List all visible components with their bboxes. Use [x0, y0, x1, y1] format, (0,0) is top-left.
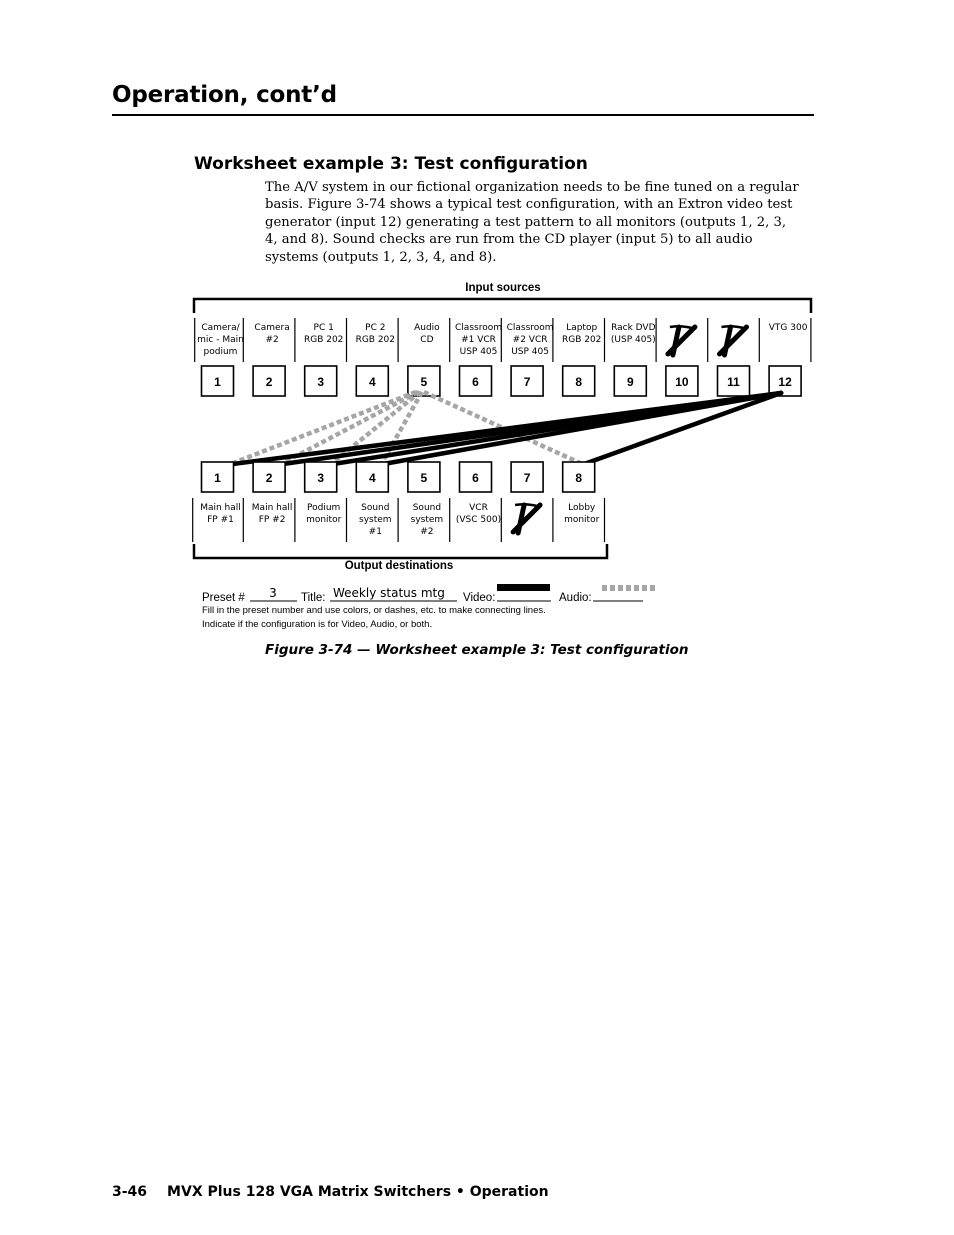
output-4-number: 4	[368, 471, 376, 485]
input-6-label: USP 405	[459, 347, 498, 357]
output-destinations-title: Output destinations	[344, 560, 454, 572]
input-sources	[195, 318, 811, 396]
output-4-label: #1	[368, 527, 382, 537]
output-bracket	[194, 544, 607, 558]
output-5-number: 5	[420, 471, 428, 485]
page-header-title: Operation, cont’d	[112, 82, 337, 108]
input-3-label: PC 1	[313, 323, 334, 333]
output-4-label: system	[359, 515, 392, 525]
output-1-number: 1	[214, 471, 221, 485]
figure-caption: Figure 3-74 — Worksheet example 3: Test configuration	[265, 642, 689, 658]
input-11-unused-x	[720, 326, 747, 355]
input-12-label: VTG 300	[768, 323, 808, 333]
input-2-number: 2	[265, 375, 273, 389]
input-1-label: Camera/	[201, 323, 240, 333]
output-8-label: monitor	[564, 515, 600, 525]
output-8-number: 8	[575, 471, 583, 485]
tie-lines	[218, 392, 782, 466]
output-6-number: 6	[472, 471, 479, 485]
input-12-number: 12	[778, 375, 792, 389]
input-7-number: 7	[523, 375, 531, 389]
output-3-label: Podium	[307, 503, 341, 513]
input-7-label: #2 VCR	[512, 335, 548, 345]
output-3-label: monitor	[306, 515, 342, 525]
input-1-label: mic - Main	[197, 335, 244, 345]
footer-title: MVX Plus 128 VGA Matrix Switchers • Operation	[167, 1184, 549, 1200]
output-4-label: Sound	[361, 503, 390, 513]
output-1-label: Main hall	[200, 503, 241, 513]
page-number: 3-46	[112, 1184, 148, 1200]
form-note-1: Fill in the preset number and use colors, or dashes, etc. to make connecting lines.	[202, 605, 546, 616]
output-7-number: 7	[523, 471, 531, 485]
input-8-number: 8	[575, 375, 583, 389]
input-7-label: Classroom	[506, 323, 554, 333]
input-2-label: #2	[265, 335, 279, 345]
title-label: Title:	[301, 592, 326, 604]
input-4-label: PC 2	[365, 323, 386, 333]
output-5-label: #2	[420, 527, 434, 537]
page-footer	[112, 1184, 549, 1200]
video-tie-in12-out4	[372, 393, 781, 466]
output-2-label: Main hall	[251, 503, 293, 513]
input-4-number: 4	[368, 375, 376, 389]
input-9-label: Rack DVD	[611, 323, 656, 333]
input-10-unused-x	[668, 326, 695, 355]
video-line-sample	[497, 584, 550, 591]
intro-paragraph: The A/V system in our fictional organization needs to be fine tuned on a regular basis. Figure 3-74 shows a typical test configuration, with an Extron video test generator (input 12) generating a test pattern to all monitors (outputs 1, 2, 3, 4, and 8). Sound checks are run from the CD player (input 5) to all audio systems (outputs 1, 2, 3, 4, and 8).	[265, 180, 799, 265]
preset-label: Preset #	[202, 592, 245, 604]
input-10-number: 10	[675, 375, 689, 389]
output-6-label: VCR	[469, 503, 488, 513]
output-6-label: (VSC 500)	[455, 515, 502, 525]
preset-form	[202, 584, 657, 630]
output-7-unused-x	[513, 504, 540, 533]
input-3-label: RGB 202	[303, 335, 344, 345]
input-6-label: Classroom	[455, 323, 502, 333]
output-destinations	[193, 462, 605, 542]
input-5-label: Audio	[414, 323, 440, 333]
input-1-label: podium	[203, 347, 238, 357]
audio-label: Audio:	[559, 592, 592, 604]
output-5-label: system	[410, 515, 444, 525]
form-note-2: Indicate if the configuration is for Video, Audio, or both.	[202, 619, 433, 630]
input-6-label: #1 VCR	[461, 335, 496, 345]
output-1-label: FP #1	[207, 515, 234, 525]
input-4-label: RGB 202	[355, 335, 396, 345]
title-value: Weekly status mtg	[333, 586, 445, 600]
input-bracket	[194, 299, 811, 313]
input-3-number: 3	[317, 375, 325, 389]
input-9-label: (USP 405)	[610, 335, 656, 345]
output-5-label: Sound	[412, 503, 442, 513]
output-3-number: 3	[317, 471, 325, 485]
input-8-label: Laptop	[566, 323, 598, 333]
video-label: Video:	[463, 592, 496, 604]
input-sources-title: Input sources	[465, 282, 541, 294]
input-6-number: 6	[472, 375, 479, 389]
input-5-label: CD	[420, 335, 434, 345]
input-7-label: USP 405	[511, 347, 549, 357]
preset-value: 3	[269, 586, 277, 600]
input-5-number: 5	[420, 375, 428, 389]
output-8-label: Lobby	[568, 503, 596, 513]
input-8-label: RGB 202	[561, 335, 602, 345]
input-9-number: 9	[626, 375, 634, 389]
input-2-label: Camera	[254, 323, 290, 333]
input-11-number: 11	[727, 375, 740, 389]
output-2-number: 2	[265, 471, 273, 485]
input-1-number: 1	[214, 375, 221, 389]
output-2-label: FP #2	[258, 515, 286, 525]
section-title: Worksheet example 3: Test configuration	[194, 154, 588, 174]
